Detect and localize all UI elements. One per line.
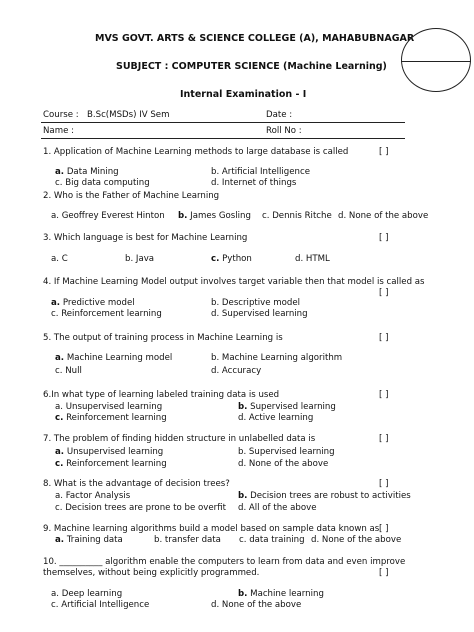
q6-option-b: b. Supervised learning [238, 402, 336, 412]
q6-option-c: c. Reinforcement learning [55, 413, 167, 423]
question-10: 10. __________ algorithm enable the computers to learn from data and even improve [43, 557, 406, 567]
q9-option-b: b. transfer data [154, 535, 221, 545]
q4-option-b: b. Descriptive model [211, 298, 301, 308]
q10-option-b: b. Machine learning [238, 589, 324, 599]
exam-title: Internal Examination - I [180, 89, 307, 100]
q10-option-c: c. Artificial Intelligence [51, 600, 150, 610]
question-10-line-2: themselves, without being explicitly programmed. [43, 568, 260, 578]
q2-option-c: c. Dennis Ritche [262, 211, 332, 221]
roll-label: Roll No : [266, 126, 302, 136]
q4-option-a: a. Predictive model [51, 298, 135, 308]
college-name: MVS GOVT. ARTS & SCIENCE COLLEGE (A), MAHABUBNAGAR [95, 33, 415, 44]
answer-bracket-8: [ ] [379, 479, 389, 489]
q3-option-d: d. HTML [295, 254, 330, 264]
question-6: 6.In what type of learning labeled training data is used [43, 390, 280, 400]
question-7: 7. The problem of finding hidden structure in unlabelled data is [43, 434, 316, 444]
q6-option-a: a. Unsupervised learning [55, 402, 163, 412]
course-label: Course : [43, 110, 79, 120]
q3-option-b: b. Java [125, 254, 155, 264]
answer-bracket-6: [ ] [379, 390, 389, 400]
q9-option-c: c. data training [239, 535, 305, 545]
q6-option-d: d. Active learning [238, 413, 314, 423]
question-5: 5. The output of training process in Machine Learning is [43, 333, 283, 343]
q7-option-c: c. Reinforcement learning [55, 459, 167, 469]
q4-option-c: c. Reinforcement learning [51, 309, 162, 319]
q8-option-b: b. Decision trees are robust to activities [238, 491, 411, 501]
answer-bracket-7: [ ] [379, 434, 389, 444]
q1-option-b: b. Artificial Intelligence [211, 167, 311, 177]
q7-option-b: b. Supervised learning [238, 447, 335, 457]
question-4: 4. If Machine Learning Model output involves target variable then that model is called as [43, 277, 425, 287]
answer-bracket-9: [ ] [379, 524, 389, 534]
q10-option-a: a. Deep learning [51, 589, 123, 599]
q8-option-a: a. Factor Analysis [55, 491, 131, 501]
question-2: 2. Who is the Father of Machine Learning [43, 191, 220, 201]
q2-option-d: d. None of the above [338, 211, 429, 221]
q1-option-c: c. Big data computing [55, 178, 150, 188]
q5-option-a: a. Machine Learning model [55, 353, 173, 363]
question-9: 9. Machine learning algorithms build a model based on sample data known as [43, 524, 380, 534]
q1-option-a: a. Data Mining [55, 167, 119, 177]
q8-option-c: c. Decision trees are prone to be overfit [55, 503, 226, 513]
q2-option-b: b. James Gosling [178, 211, 251, 221]
q9-option-a: a. Training data [55, 535, 123, 545]
q10-option-d: d. None of the above [211, 600, 302, 610]
question-8: 8. What is the advantage of decision trees? [43, 479, 230, 489]
question-1: 1. Application of Machine Learning methods to large database is called [43, 147, 349, 157]
marks-circle-divider [401, 61, 471, 62]
subject-title: SUBJECT : COMPUTER SCIENCE (Machine Learning) [116, 61, 387, 72]
q5-option-d: d. Accuracy [211, 366, 262, 376]
info-divider-bottom [41, 138, 405, 139]
q7-option-d: d. None of the above [238, 459, 329, 469]
q3-option-c: c. Python [211, 254, 252, 264]
q9-option-d: d. None of the above [311, 535, 402, 545]
q3-option-a: a. C [51, 254, 68, 264]
q8-option-d: d. All of the above [238, 503, 317, 513]
q1-option-d: d. Internet of things [211, 178, 297, 188]
answer-bracket-1: [ ] [379, 147, 389, 157]
date-label: Date : [266, 110, 293, 120]
course-value: B.Sc(MSDs) IV Sem [87, 110, 170, 120]
name-label: Name : [43, 126, 74, 136]
answer-bracket-5: [ ] [379, 333, 389, 343]
answer-bracket-10: [ ] [379, 568, 389, 578]
marks-circle [401, 28, 471, 92]
answer-bracket-3: [ ] [379, 233, 389, 243]
q7-option-a: a. Unsupervised learning [55, 447, 164, 457]
q5-option-c: c. Null [55, 366, 82, 376]
info-divider-top [41, 122, 405, 123]
q2-option-a: a. Geoffrey Everest Hinton [51, 211, 165, 221]
question-3: 3. Which language is best for Machine Learning [43, 233, 248, 243]
answer-bracket-4: [ ] [379, 288, 389, 298]
q4-option-d: d. Supervised learning [211, 309, 308, 319]
q5-option-b: b. Machine Learning algorithm [211, 353, 343, 363]
